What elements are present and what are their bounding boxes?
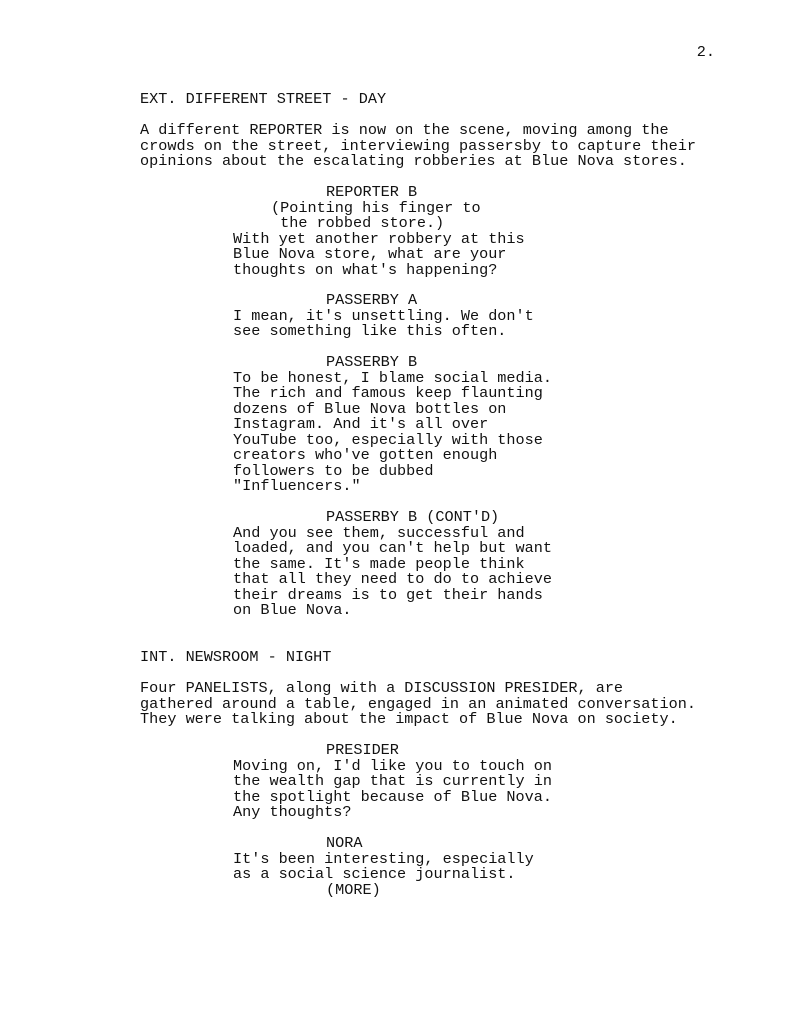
parenthetical: the robbed store.) [271, 214, 445, 232]
dialogue-line: the same. It's made people think [233, 554, 525, 573]
character-cue: PRESIDER [326, 741, 399, 759]
dialogue-line: followers to be dubbed [233, 461, 434, 480]
action-line: Four PANELISTS, along with a DISCUSSION PRESIDER, are [140, 679, 624, 697]
character-cue: PASSERBY A [326, 291, 418, 309]
dialogue-line: see something like this often. [233, 322, 507, 340]
dialogue-line: YouTube too, especially with those [233, 430, 543, 449]
character-cue: REPORTER B [326, 183, 418, 201]
action-line: gathered around a table, engaged in an animated conversation. [140, 694, 696, 713]
scene-heading: EXT. DIFFERENT STREET - DAY [140, 90, 387, 108]
dialogue-line: as a social science journalist. [233, 865, 516, 883]
action-line: A different REPORTER is now on the scene, moving among the [140, 121, 669, 139]
dialogue-line: on Blue Nova. [233, 601, 352, 619]
scene-heading: INT. NEWSROOM - NIGHT [140, 648, 332, 666]
dialogue-line: thoughts on what's happening? [233, 260, 498, 279]
dialogue-line: Blue Nova store, what are your [233, 245, 507, 263]
dialogue-line: their dreams is to get their hands [233, 585, 543, 604]
page-number: 2. [696, 43, 715, 61]
dialogue-line: The rich and famous keep flaunting [233, 384, 543, 402]
character-cue: NORA [326, 834, 363, 852]
character-cue: PASSERBY B (CONT'D) [326, 508, 500, 526]
dialogue-line: And you see them, successful and [233, 523, 525, 542]
dialogue-line: It's been interesting, especially [233, 849, 534, 868]
dialogue-line: creators who've gotten enough [233, 446, 498, 464]
dialogue-line: loaded, and you can't help but want [233, 539, 552, 557]
dialogue-line: Moving on, I'd like you to touch on [233, 756, 552, 775]
dialogue-line: the wealth gap that is currently in [233, 772, 552, 790]
action-line: They were talking about the impact of Blue Nova on society. [140, 710, 678, 728]
action-line: opinions about the escalating robberies at Blue Nova stores. [140, 152, 687, 170]
dialogue-line: To be honest, I blame social media. [233, 368, 552, 387]
dialogue-line: dozens of Blue Nova bottles on [233, 399, 507, 418]
dialogue-line: that all they need to do to achieve [233, 570, 552, 588]
dialogue-line: Any thoughts? [233, 803, 352, 821]
dialogue-line: With yet another robbery at this [233, 229, 525, 248]
parenthetical: (Pointing his finger to [271, 198, 481, 217]
dialogue-line: Instagram. And it's all over [233, 415, 489, 433]
character-cue: PASSERBY B [326, 353, 418, 371]
dialogue-line: the spotlight because of Blue Nova. [233, 787, 552, 806]
dialogue-line: I mean, it's unsettling. We don't [233, 306, 534, 325]
action-line: crowds on the street, interviewing passersby to capture their [140, 136, 696, 155]
more-indicator: (MORE) [326, 880, 381, 899]
dialogue-line: "Influencers." [233, 477, 361, 495]
